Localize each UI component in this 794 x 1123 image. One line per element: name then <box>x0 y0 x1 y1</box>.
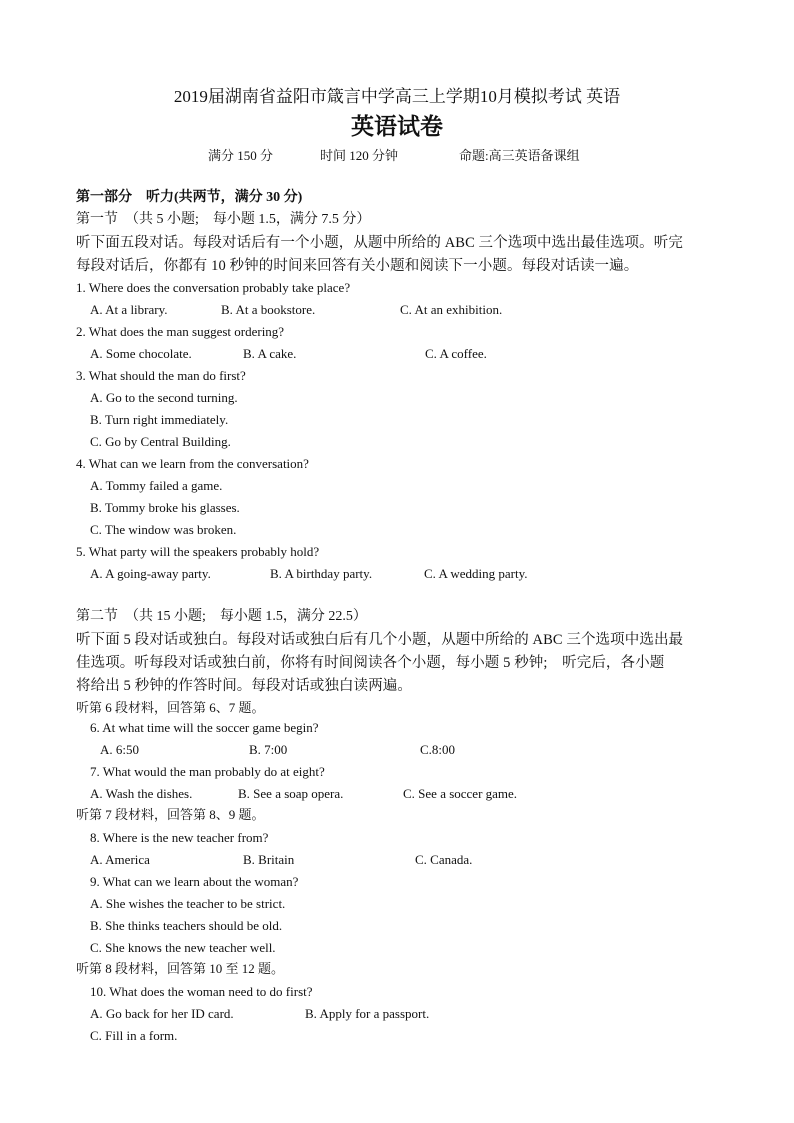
option-a: A. Go back for her ID card. <box>90 1006 234 1021</box>
section2-instruction-line: 将给出 5 秒钟的作答时间。每段对话或独白读两遍。 <box>76 678 412 694</box>
option-b: B. At a bookstore. <box>221 302 316 317</box>
option-c: C. Canada. <box>415 852 473 867</box>
option-c: C.8:00 <box>420 742 456 757</box>
question-stem: 8. Where is the new teacher from? <box>90 830 269 845</box>
material-instruction: 听第 6 段材料，回答第 6、7 题。 <box>76 700 265 715</box>
option-c: C. She knows the new teacher well. <box>90 940 276 955</box>
exam-time: 时间 120 分钟 <box>320 148 399 163</box>
question-stem: 6. At what time will the soccer game begin? <box>90 720 319 735</box>
option-b: B. Britain <box>243 852 295 867</box>
question-stem: 5. What party will the speakers probably hold? <box>76 544 320 559</box>
question-stem: 2. What does the man suggest ordering? <box>76 324 285 339</box>
exam-author: 命题:高三英语备课组 <box>459 148 580 163</box>
question-stem: 7. What would the man probably do at eight? <box>90 764 325 779</box>
option-c: C. The window was broken. <box>90 522 237 537</box>
question-stem: 4. What can we learn from the conversation? <box>76 456 309 471</box>
section2-instruction-line: 听下面 5 段对话或独白。每段对话或独白后有几个小题，从题中所给的 ABC 三个选项中选出最 <box>76 632 684 648</box>
question-stem: 1. Where does the conversation probably take place? <box>76 280 351 295</box>
section2-heading: 第二节 （共 15 小题; 每小题 1.5，满分 22.5） <box>76 609 367 624</box>
option-a: A. At a library. <box>90 302 168 317</box>
section1-heading: 第一节 （共 5 小题; 每小题 1.5，满分 7.5 分） <box>76 212 371 227</box>
section1-instruction-line: 听下面五段对话。每段对话后有一个小题，从题中所给的 ABC 三个选项中选出最佳选项。听完 <box>76 235 683 251</box>
question-stem: 3. What should the man do first? <box>76 368 246 383</box>
material-instruction: 听第 7 段材料，回答第 8、9 题。 <box>76 807 265 822</box>
option-b: B. Tommy broke his glasses. <box>90 500 240 515</box>
material-instruction: 听第 8 段材料，回答第 10 至 12 题。 <box>76 961 285 976</box>
question-stem: 9. What can we learn about the woman? <box>90 874 299 889</box>
option-a: A. Go to the second turning. <box>90 390 238 405</box>
full-score: 满分 150 分 <box>208 148 274 163</box>
option-a: A. Tommy failed a game. <box>90 478 223 493</box>
option-a: A. Some chocolate. <box>90 346 192 361</box>
option-a: A. She wishes the teacher to be strict. <box>90 896 286 911</box>
option-b: B. See a soap opera. <box>238 786 344 801</box>
option-a: A. 6:50 <box>100 742 139 757</box>
option-b: B. A cake. <box>243 346 297 361</box>
part1-heading: 第一部分 听力(共两节，满分 30 分) <box>76 190 303 205</box>
option-b: B. A birthday party. <box>270 566 373 581</box>
section2-instruction-line: 佳选项。听每段对话或独白前，你将有时间阅读各个小题，每小题 5 秒钟; 听完后，各小题 <box>76 655 665 671</box>
section1-instruction-line: 每段对话后，你都有 10 秒钟的时间来回答有关小题和阅读下一小题。每段对话读一遍。 <box>76 258 639 274</box>
option-c: C. Fill in a form. <box>90 1028 178 1043</box>
option-c: C. At an exhibition. <box>400 302 503 317</box>
option-b: B. Apply for a passport. <box>305 1006 430 1021</box>
exam-subtitle: 英语试卷 <box>351 114 443 139</box>
option-c: C. A coffee. <box>425 346 487 361</box>
option-a: A. Wash the dishes. <box>90 786 193 801</box>
exam-title: 2019届湖南省益阳市箴言中学高三上学期10月模拟考试 英语 <box>173 87 621 106</box>
option-b: B. Turn right immediately. <box>90 412 229 427</box>
option-b: B. She thinks teachers should be old. <box>90 918 283 933</box>
question-stem: 10. What does the woman need to do first? <box>90 984 313 999</box>
option-a: A. A going-away party. <box>90 566 211 581</box>
option-c: C. See a soccer game. <box>403 786 518 801</box>
option-c: C. A wedding party. <box>424 566 528 581</box>
option-b: B. 7:00 <box>249 742 288 757</box>
option-a: A. America <box>90 852 150 867</box>
option-c: C. Go by Central Building. <box>90 434 231 449</box>
